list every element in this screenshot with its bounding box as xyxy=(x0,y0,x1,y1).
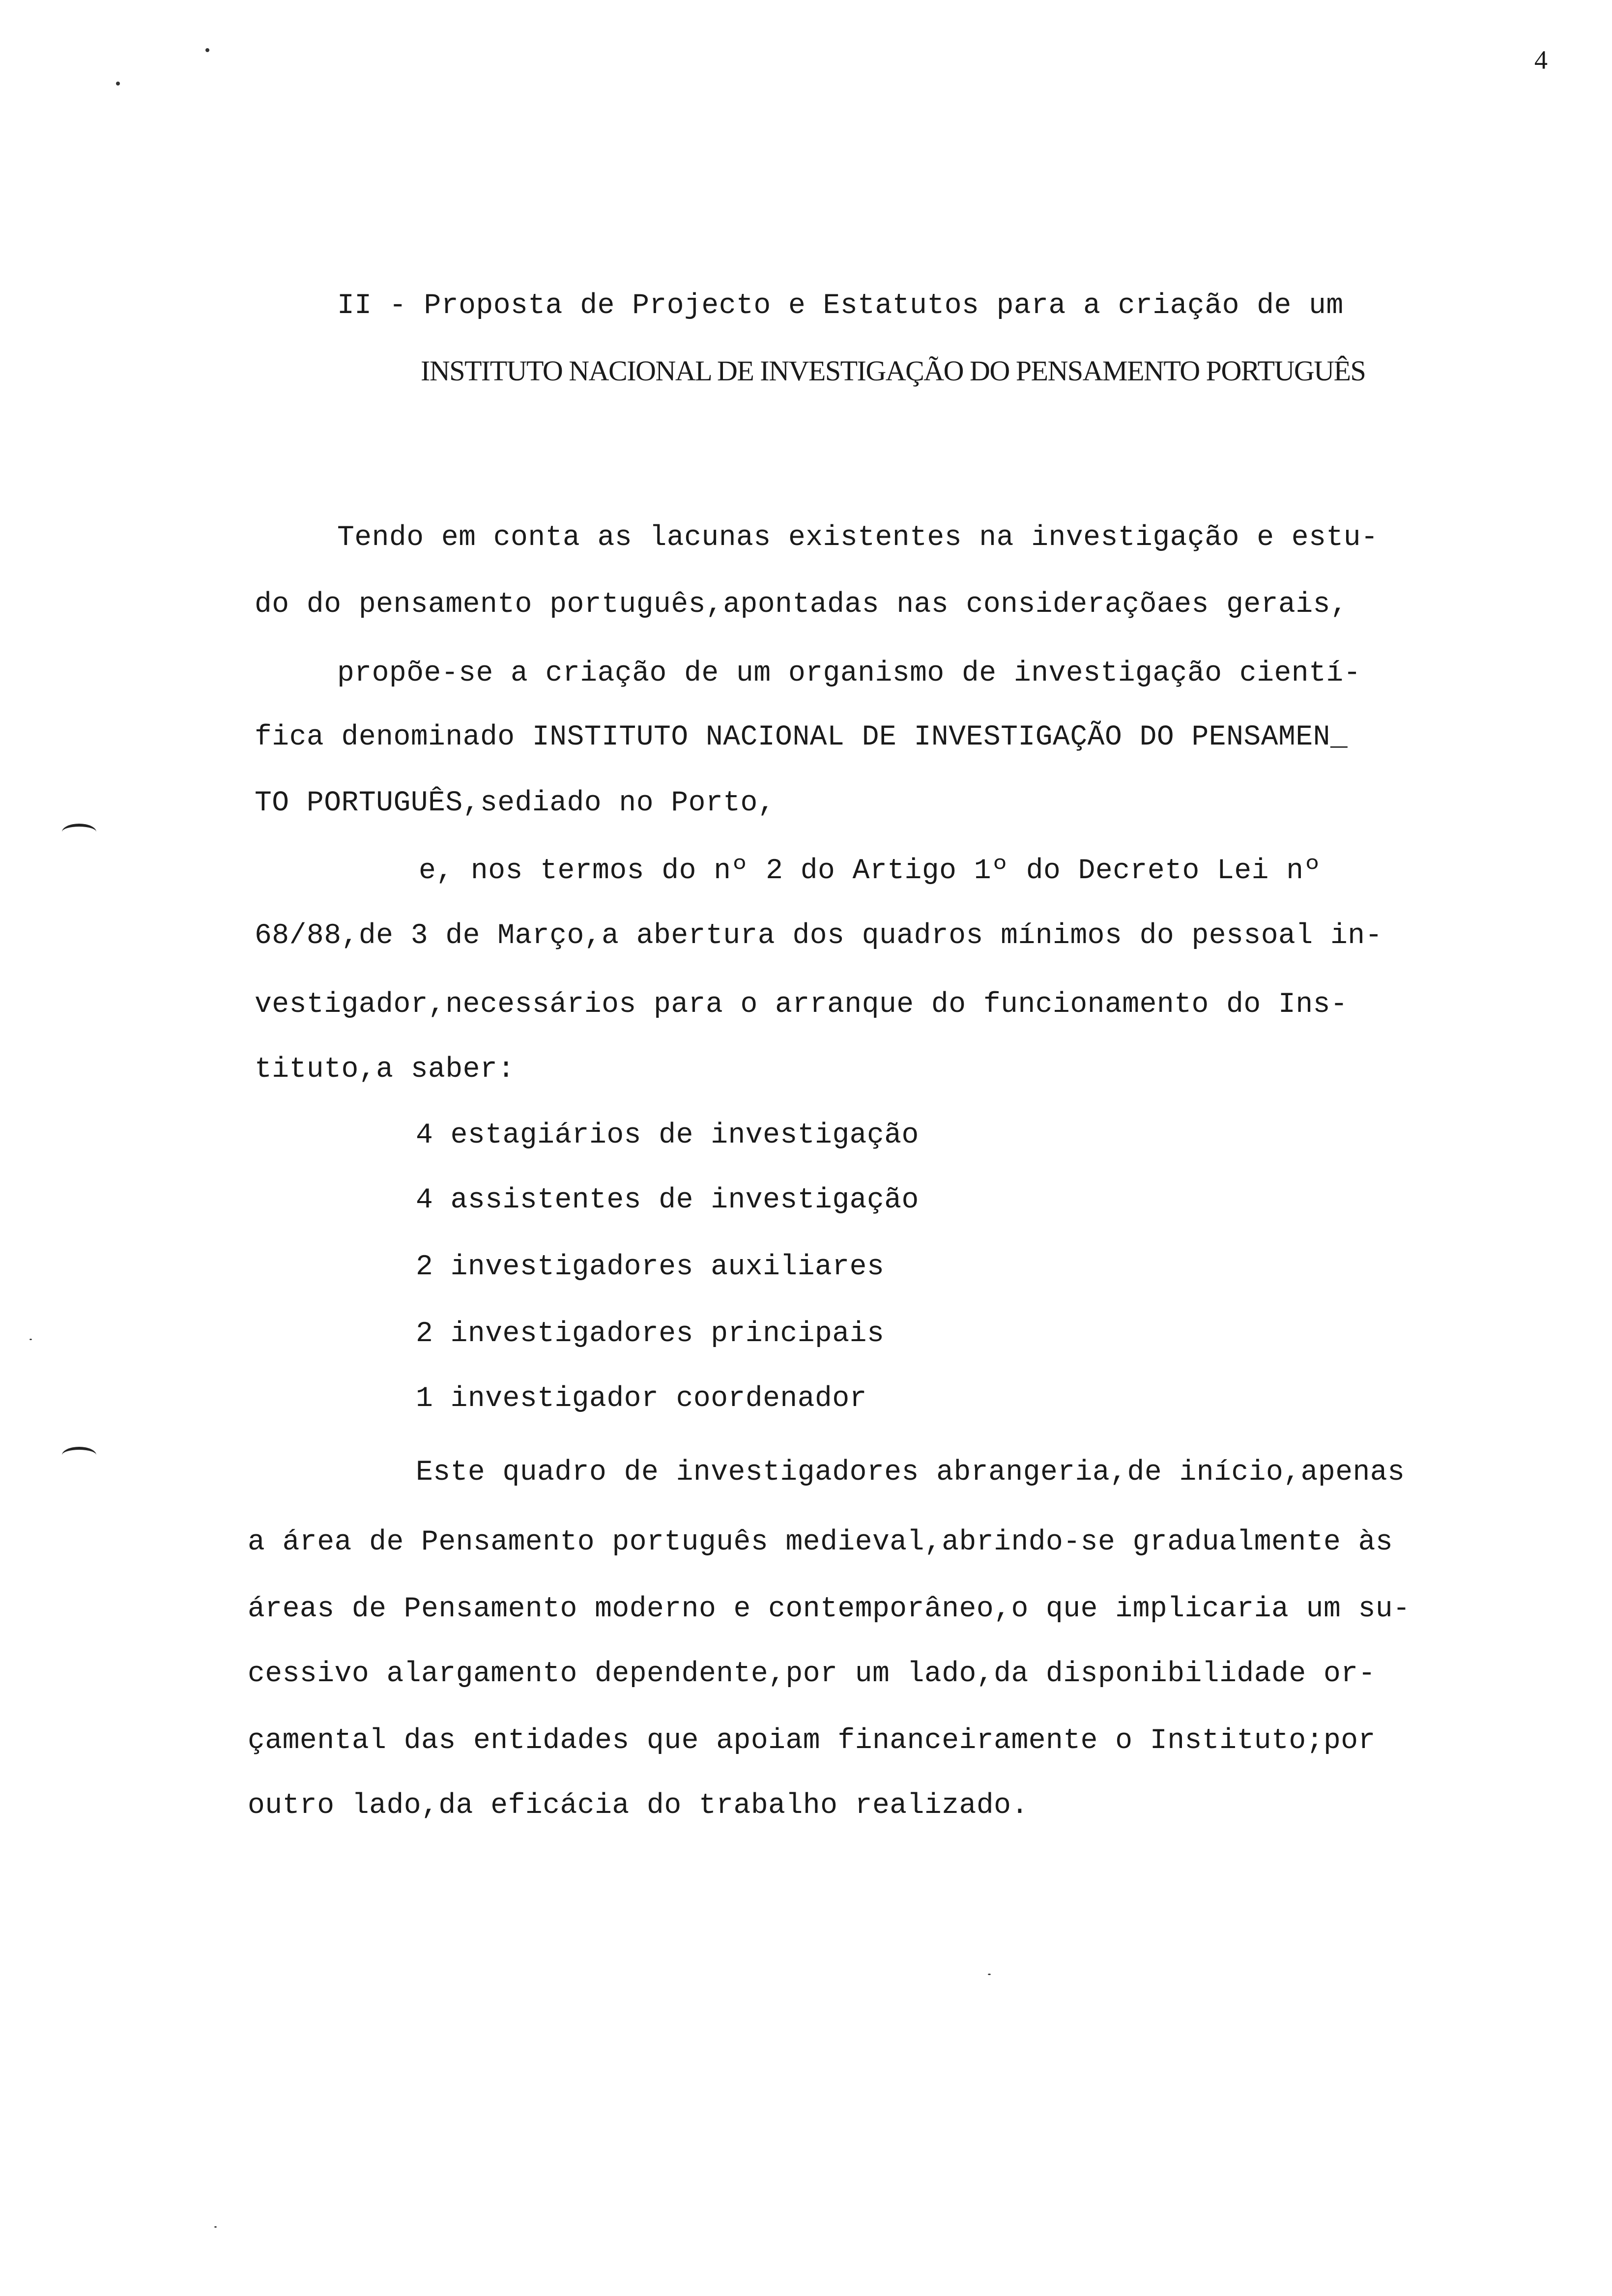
heading-line-2: INSTITUTO NACIONAL DE INVESTIGAÇÃO DO PENSAMENTO PORTUGUÊS xyxy=(421,355,1366,387)
paragraph3-line-2: a área de Pensamento português medieval,abrindo-se gradualmente às xyxy=(248,1526,1393,1558)
binding-mark xyxy=(62,1447,96,1464)
paragraph2-line-2: 68/88,de 3 de Março,a abertura dos quadros mínimos do pessoal in- xyxy=(255,920,1382,952)
paragraph1-line-4: fica denominado INSTITUTO NACIONAL DE INVESTIGAÇÃO DO PENSAMEN_ xyxy=(255,721,1348,753)
scan-speck xyxy=(29,1339,32,1340)
staff-list-item: 2 investigadores auxiliares xyxy=(416,1251,885,1283)
scan-dot xyxy=(205,48,209,52)
staff-list-item: 1 investigador coordenador xyxy=(416,1383,867,1415)
staff-list-item: 4 assistentes de investigação xyxy=(416,1184,919,1216)
heading-line-1: II - Proposta de Projecto e Estatutos para a criação de um xyxy=(337,290,1344,322)
paragraph1-line-2: do do pensamento português,apontadas nas consideraçõaes gerais, xyxy=(255,589,1348,621)
binding-mark xyxy=(62,824,96,840)
paragraph3-line-4: cessivo alargamento dependente,por um lado,da disponibilidade or- xyxy=(248,1658,1376,1690)
paragraph1-line-5: TO PORTUGUÊS,sediado no Porto, xyxy=(255,787,776,819)
scan-speck xyxy=(214,2226,217,2228)
paragraph3-line-5: çamental das entidades que apoiam financeiramente o Instituto;por xyxy=(248,1725,1376,1757)
page-number: 4 xyxy=(1534,45,1548,75)
scan-dot xyxy=(116,82,120,86)
paragraph2-line-1: e, nos termos do nº 2 do Artigo 1º do Decreto Lei nº xyxy=(419,855,1321,887)
scan-speck xyxy=(988,1974,991,1975)
paragraph1-line-1: Tendo em conta as lacunas existentes na investigação e estu- xyxy=(337,522,1379,554)
staff-list-item: 2 investigadores principais xyxy=(416,1318,885,1350)
paragraph3-line-1: Este quadro de investigadores abrangeria,de início,apenas xyxy=(416,1457,1405,1489)
paragraph2-line-4: tituto,a saber: xyxy=(255,1054,515,1086)
paragraph1-line-3: propõe-se a criação de um organismo de investigação cientí- xyxy=(337,658,1361,689)
paragraph2-line-3: vestigador,necessários para o arranque do funcionamento do Ins- xyxy=(255,989,1348,1021)
paragraph3-line-6: outro lado,da eficácia do trabalho realizado. xyxy=(248,1790,1029,1822)
staff-list-item: 4 estagiários de investigação xyxy=(416,1119,919,1151)
paragraph3-line-3: áreas de Pensamento moderno e contemporâneo,o que implicaria um su- xyxy=(248,1593,1410,1625)
